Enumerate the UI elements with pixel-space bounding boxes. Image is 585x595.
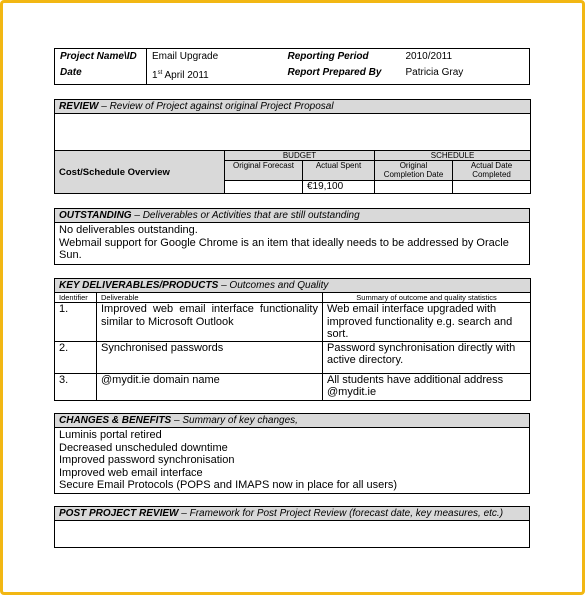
col-summary: Summary of outcome and quality statistics bbox=[323, 293, 531, 303]
deliverable-summary: Web email interface upgraded with improved functionality e.g. search and sort. bbox=[323, 303, 531, 342]
deliverable-summary: All students have additional address @mydit.ie bbox=[323, 373, 531, 400]
table-row bbox=[55, 341, 531, 373]
outstanding-title: OUTSTANDING bbox=[59, 210, 132, 221]
outstanding-header bbox=[55, 209, 530, 223]
schedule-header: SCHEDULE bbox=[375, 151, 531, 161]
budget-header: BUDGET bbox=[225, 151, 375, 161]
deliverable-name: Improved web email interface functionality similar to Microsoft Outlook bbox=[97, 303, 323, 342]
changes-title: CHANGES & BENEFITS bbox=[59, 415, 172, 426]
list-item: Luminis portal retired bbox=[59, 429, 162, 441]
actual-spent-value: €19,100 bbox=[303, 181, 375, 194]
post-review-subtitle: – Framework for Post Project Review (forecast date, key measures, etc.) bbox=[178, 508, 504, 519]
deliverable-name: @mydit.ie domain name bbox=[97, 373, 323, 400]
cost-schedule-label: Cost/Schedule Overview bbox=[55, 151, 225, 194]
review-table bbox=[54, 99, 531, 194]
deliverable-summary: Password synchronisation directly with active directory. bbox=[323, 341, 531, 373]
col-actual-completed: Actual Date Completed bbox=[453, 161, 531, 181]
date-rest: April 2011 bbox=[162, 70, 209, 81]
changes-body bbox=[55, 428, 530, 494]
original-forecast-value bbox=[225, 181, 303, 194]
list-item: Decreased unscheduled downtime bbox=[59, 441, 228, 454]
col-original-completion: Original Completion Date bbox=[375, 161, 453, 181]
post-review-header bbox=[55, 507, 530, 521]
reporting-period-value: 2010/2011 bbox=[405, 51, 453, 62]
project-name-label: Project Name\ID bbox=[55, 49, 147, 66]
outstanding-line-1: No deliverables outstanding. bbox=[59, 224, 198, 236]
review-header bbox=[55, 100, 531, 114]
deliverable-name: Synchronised passwords bbox=[97, 341, 323, 373]
outstanding-table bbox=[54, 208, 530, 265]
date-value bbox=[147, 65, 283, 85]
col-actual-spent: Actual Spent bbox=[303, 161, 375, 181]
outstanding-subtitle: – Deliverables or Activities that are still outstanding bbox=[131, 210, 360, 221]
review-body bbox=[55, 114, 531, 151]
prepared-by-value: Patricia Gray bbox=[405, 67, 464, 78]
date-suffix: st bbox=[157, 70, 163, 76]
original-completion-value bbox=[375, 181, 453, 194]
col-deliverable: Deliverable bbox=[97, 293, 323, 303]
review-title: REVIEW bbox=[59, 101, 99, 112]
post-review-body bbox=[55, 521, 530, 548]
deliverable-id: 1. bbox=[55, 303, 97, 342]
list-item: Improved password synchronisation bbox=[59, 454, 235, 466]
deliverables-table bbox=[54, 278, 531, 401]
prepared-by-label: Report Prepared By bbox=[287, 67, 382, 78]
post-review-table bbox=[54, 506, 530, 548]
project-info-table bbox=[54, 48, 530, 85]
deliverable-id: 3. bbox=[55, 373, 97, 400]
deliverables-header bbox=[55, 279, 531, 293]
post-review-title: POST PROJECT REVIEW bbox=[59, 508, 179, 519]
changes-table bbox=[54, 413, 530, 494]
list-item: Secure Email Protocols (POPS and IMAPS now in place for all users) bbox=[59, 479, 398, 491]
date-day: 1 bbox=[152, 70, 158, 81]
changes-header bbox=[55, 414, 530, 428]
deliverables-subtitle: – Outcomes and Quality bbox=[218, 280, 329, 291]
deliverable-id: 2. bbox=[55, 341, 97, 373]
outstanding-line-2: Webmail support for Google Chrome is an item that ideally needs to be addressed by Oracle Sun. bbox=[59, 236, 509, 261]
list-item: Improved web email interface bbox=[59, 466, 203, 479]
outstanding-body bbox=[55, 223, 530, 265]
actual-completed-value bbox=[453, 181, 531, 194]
col-original-forecast: Original Forecast bbox=[225, 161, 303, 181]
table-row bbox=[55, 303, 531, 342]
changes-subtitle: – Summary of key changes, bbox=[171, 415, 298, 426]
table-row bbox=[55, 373, 531, 400]
reporting-period-label: Reporting Period bbox=[287, 51, 369, 62]
review-subtitle: – Review of Project against original Project Proposal bbox=[98, 101, 334, 112]
date-label: Date bbox=[55, 65, 147, 85]
project-name-value: Email Upgrade bbox=[152, 51, 219, 62]
col-identifier: Identifier bbox=[55, 293, 97, 303]
deliverables-title: KEY DELIVERABLES/PRODUCTS bbox=[59, 280, 219, 291]
